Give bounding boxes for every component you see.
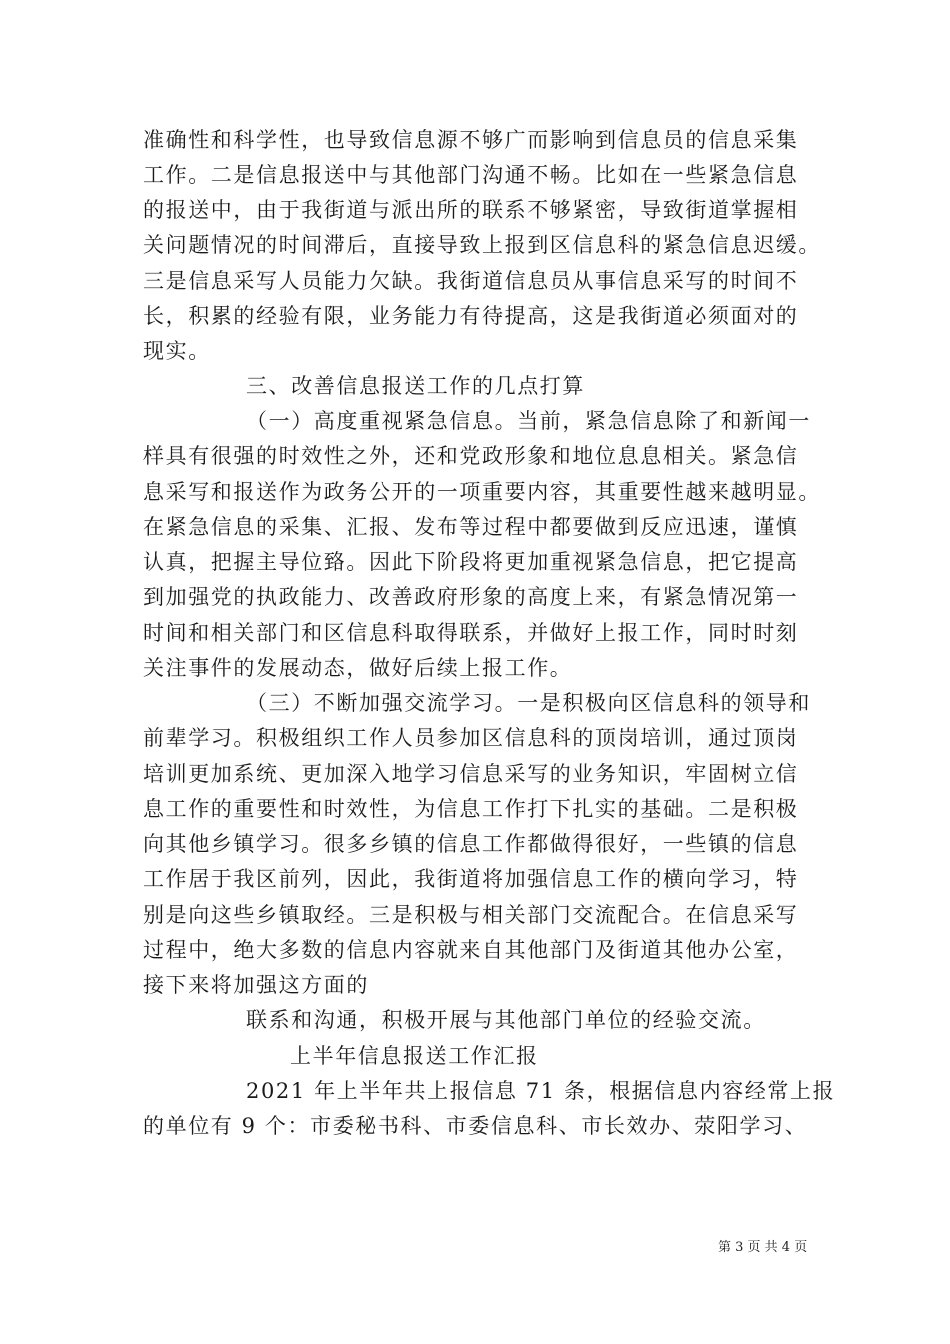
- body-text-line: 到加强党的执政能力、改善政府形象的高度上来，有紧急情况第一: [143, 585, 799, 609]
- body-text-line: 向其他乡镇学习。很多乡镇的信息工作都做得很好，一些镇的信息: [143, 832, 799, 856]
- body-text-line: （三）不断加强交流学习。一是积极向区信息科的领导和: [246, 691, 811, 715]
- body-text-line: 现实。: [143, 339, 211, 363]
- report-title: 上半年信息报送工作汇报: [290, 1044, 539, 1068]
- page-number-footer: 第 3 页 共 4 页: [718, 1240, 808, 1255]
- body-text-line: 培训更加系统、更加深入地学习信息采写的业务知识，牢固树立信: [143, 762, 799, 786]
- body-text-line: 关问题情况的时间滞后，直接导致上报到区信息科的紧急信息迟缓。: [143, 233, 821, 257]
- body-text-line: 接下来将加强这方面的: [143, 973, 369, 997]
- body-text-line: 样具有很强的时效性之外，还和党政形象和地位息息相关。紧急信: [143, 444, 799, 468]
- body-text-line: （一）高度重视紧急信息。当前，紧急信息除了和新闻一: [246, 409, 811, 433]
- body-text-line: 的报送中，由于我街道与派出所的联系不够紧密，导致街道掌握相: [143, 198, 799, 222]
- body-text-line: 息工作的重要性和时效性，为信息工作打下扎实的基础。二是积极: [143, 797, 799, 821]
- body-text-line: 关注事件的发展动态，做好后续上报工作。: [143, 656, 573, 680]
- body-text-line: 2021 年上半年共上报信息 71 条，根据信息内容经常上报: [246, 1079, 836, 1103]
- body-text-line: 前辈学习。积极组织工作人员参加区信息科的顶岗培训，通过顶岗: [143, 726, 799, 750]
- body-text-line: 工作居于我区前列，因此，我街道将加强信息工作的横向学习，特: [143, 867, 799, 891]
- body-text-line: 在紧急信息的采集、汇报、发布等过程中都要做到反应迅速，谨慎: [143, 515, 799, 539]
- body-text-line: 准确性和科学性，也导致信息源不够广而影响到信息员的信息采集: [143, 128, 799, 152]
- body-text-line: 时间和相关部门和区信息科取得联系，并做好上报工作，同时时刻: [143, 621, 799, 645]
- body-text-line: 工作。二是信息报送中与其他部门沟通不畅。比如在一些紧急信息: [143, 163, 799, 187]
- body-text-line: 三是信息采写人员能力欠缺。我街道信息员从事信息采写的时间不: [143, 269, 799, 293]
- body-text-line: 长，积累的经验有限，业务能力有待提高，这是我街道必须面对的: [143, 304, 799, 328]
- body-text-line: 联系和沟通，积极开展与其他部门单位的经验交流。: [246, 1008, 766, 1032]
- body-text-line: 息采写和报送作为政务公开的一项重要内容，其重要性越来越明显。: [143, 480, 821, 504]
- body-text-line: 别是向这些乡镇取经。三是积极与相关部门交流配合。在信息采写: [143, 903, 799, 927]
- body-text-line: 认真，把握主导位臵。因此下阶段将更加重视紧急信息，把它提高: [143, 550, 799, 574]
- section-heading: 三、改善信息报送工作的几点打算: [246, 374, 585, 398]
- body-text-line: 过程中，绝大多数的信息内容就来自其他部门及街道其他办公室，: [143, 938, 799, 962]
- body-text-line: 的单位有 9 个：市委秘书科、市委信息科、市长效办、荥阳学习、: [143, 1114, 808, 1138]
